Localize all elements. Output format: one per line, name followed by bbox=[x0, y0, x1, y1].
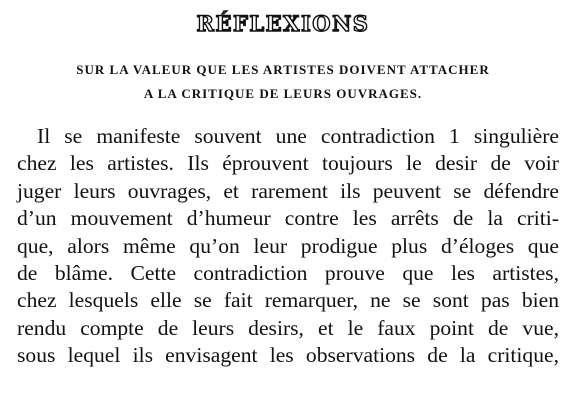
body-line: chez les artistes. Ils éprouvent toujours le desir de voir bbox=[17, 151, 559, 176]
body-line: juger leurs ouvrages, et rarement ils peuvent se défendre bbox=[17, 178, 559, 203]
body-line: que, alors même qu’on leur prodigue plus d’éloges que bbox=[17, 233, 559, 258]
body-line: d’un mouvement d’humeur contre les arrêts de la criti- bbox=[17, 206, 559, 231]
body-line: rendu compte de leurs desirs, et le faux point de vue, bbox=[17, 315, 559, 340]
page-title: RÉFLEXIONS bbox=[196, 11, 370, 36]
body-text bbox=[17, 123, 559, 370]
body-line: de blâme. Cette contradiction prouve que les artistes, bbox=[17, 260, 559, 285]
body-line: chez lesquels elle se fait remarquer, ne se sont pas bien bbox=[17, 288, 559, 313]
body-line: sous lequel ils envisagent les observations de la critique, bbox=[17, 343, 559, 368]
subtitle-line-2: A LA CRITIQUE DE LEURS OUVRAGES. bbox=[143, 86, 423, 101]
subtitle-line-1: SUR LA VALEUR QUE LES ARTISTES DOIVENT ATTACHER bbox=[76, 62, 490, 77]
body-line: Il se manifeste souvent une contradiction 1 singulière bbox=[37, 124, 559, 148]
